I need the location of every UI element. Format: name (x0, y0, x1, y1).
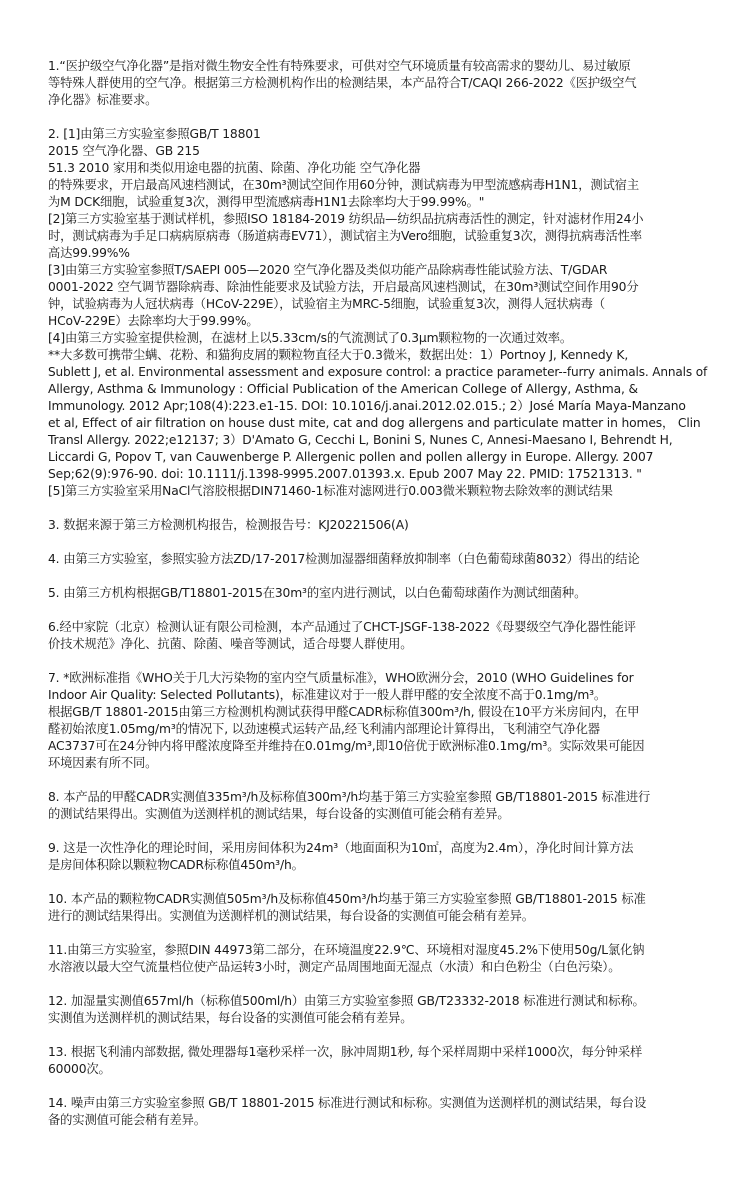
footnote-line: 6.经中家院（北京）检测认证有限公司检测，本产品通过了CHCT-JSGF-138-2022《母婴级空气净化器性能评 (48, 620, 636, 634)
footnote-line: 10. 本产品的颗粒物CADR实测值505m³/h及标称值450m³/h均基于第三方实验室参照 GB/T18801-2015 标准 (48, 892, 646, 906)
footnote-note-2 (48, 126, 708, 500)
footnote-line: 14. 噪声由第三方实验室参照 GB/T 18801-2015 标准进行测试和标称。实测值为送测样机的测试结果，每台设 (48, 1096, 647, 1110)
footnote-note-13 (48, 1044, 708, 1078)
footnote-line: Indoor Air Quality: Selected Pollutants)，标准建议对于一般人群甲醛的安全浓度不高于0.1mg/m³。 (48, 688, 607, 702)
footnote-line: 12. 加湿量实测值657ml/h（标称值500ml/h）由第三方实验室参照 GB/T23332-2018 标准进行测试和标称。 (48, 994, 645, 1008)
footnote-line: 进行的测试结果得出。实测值为送测样机的测试结果，每台设备的实测值可能会稍有差异。 (48, 909, 534, 923)
footnote-line: 钟，试验病毒为人冠状病毒（HCoV-229E），试验宿主为MRC-5细胞，试验重复3次，测得人冠状病毒（ (48, 297, 605, 311)
paragraph-gap (48, 976, 708, 993)
paragraph-gap (48, 772, 708, 789)
footnote-note-3 (48, 517, 708, 534)
footnote-line: 的测试结果得出。实测值为送测样机的测试结果，每台设备的实测值可能会稍有差异。 (48, 807, 510, 821)
footnote-line: 醛初始浓度1.05mg/m³的情况下, 以劲速模式运转产品,经飞利浦内部理论计算得出，飞利浦空气净化器 (48, 722, 600, 736)
footnote-line: 时，测试病毒为手足口病病原病毒（肠道病毒EV71），测试宿主为Vero细胞，试验重复3次，测得抗病毒活性率 (48, 229, 642, 243)
footnote-note-4 (48, 551, 708, 568)
footnote-line: Sep;62(9):976-90. doi: 10.1111/j.1398-9995.2007.01393.x. Epub 2007 May 22. PMID: 17521313. " (48, 467, 642, 481)
footnote-line: 13. 根据飞利浦内部数据, 微处理器每1毫秒采样一次，脉冲周期1秒, 每个采样周期中采样1000次，每分钟采样 (48, 1045, 643, 1059)
footnote-line: 净化器》标准要求。 (48, 93, 158, 107)
footnote-note-11 (48, 942, 708, 976)
footnote-line: 等特殊人群使用的空气净。根据第三方检测机构作出的检测结果，本产品符合T/CAQI 266-2022《医护级空气 (48, 76, 637, 90)
footnote-line: 9. 这是一次性净化的理论时间，采用房间体积为24m³（地面面积为10㎡，高度为2.4m），净化时间计算方法 (48, 841, 634, 855)
footnote-line: [4]由第三方实验室提供检测，在滤材上以5.33cm/s的气流测试了0.3μm颗粒物的一次通过效率。 (48, 331, 573, 345)
footnote-line: Liccardi G, Popov T, van Cauwenberge P. Allergenic pollen and pollen allergy in Europe. Allergy. 2007 (48, 450, 654, 464)
footnote-line: 备的实测值可能会稍有差异。 (48, 1113, 206, 1127)
footnote-note-1 (48, 58, 708, 109)
footnote-line: 2. [1]由第三方实验室参照GB/T 18801 (48, 127, 261, 141)
footnote-line: 0001-2022 空气调节器除病毒、除油性能要求及试验方法，开启最高风速档测试，在30m³测试空间作用90分 (48, 280, 639, 294)
footnote-line: 3. 数据来源于第三方检测机构报告，检测报告号：KJ20221506(A) (48, 518, 409, 532)
footnote-line: 根据GB/T 18801-2015由第三方检测机构测试获得甲醛CADR标称值300m³/h, 假设在10平方米房间内，在甲 (48, 705, 640, 719)
paragraph-gap (48, 1027, 708, 1044)
footnote-note-7 (48, 670, 708, 772)
footnote-line: **大多数可携带尘螨、花粉、和猫狗皮屑的颗粒物直径大于0.3微米，数据出处：1）Portnoy J, Kennedy K, (48, 348, 629, 362)
footnote-line: 价技术规范》净化、抗菌、除菌、噪音等测试，适合母婴人群使用。 (48, 637, 413, 651)
footnote-note-14 (48, 1095, 708, 1129)
footnote-line: et al, Effect of air filtration on house dust mite, cat and dog allergens and particulate matter in homes， Clin (48, 416, 701, 430)
footnote-note-5 (48, 585, 708, 602)
paragraph-gap (48, 653, 708, 670)
paragraph-gap (48, 874, 708, 891)
footnote-note-12 (48, 993, 708, 1027)
footnote-note-6 (48, 619, 708, 653)
footnote-line: 5. 由第三方机构根据GB/T18801-2015在30m³的室内进行测试，以白色葡萄球菌作为测试细菌种。 (48, 586, 587, 600)
footnotes-document (48, 58, 708, 1129)
paragraph-gap (48, 602, 708, 619)
footnote-note-10 (48, 891, 708, 925)
footnote-line: [5]第三方实验室采用NaCl气溶胶根据DIN71460-1标准对滤网进行0.003微米颗粒物去除效率的测试结果 (48, 484, 613, 498)
footnote-line: [2]第三方实验室基于测试样机，参照ISO 18184-2019 纺织品—纺织品抗病毒活性的测定，针对滤材作用24小 (48, 212, 644, 226)
paragraph-gap (48, 568, 708, 585)
footnote-line: 高达99.99%% (48, 246, 130, 260)
footnote-line: HCoV-229E）去除率均大于99.99%。 (48, 314, 259, 328)
footnote-line: Sublett J, et al. Environmental assessment and exposure control: a practice parameter--furry animals. Annals of (48, 365, 708, 379)
footnote-line: 60000次。 (48, 1062, 111, 1076)
paragraph-gap (48, 1078, 708, 1095)
footnote-line: 4. 由第三方实验室，参照实验方法ZD/17-2017检测加湿器细菌释放抑制率（白色葡萄球菌8032）得出的结论 (48, 552, 640, 566)
footnote-line: [3]由第三方实验室参照T/SAEPI 005—2020 空气净化器及类似功能产品除病毒性能试验方法、T/GDAR (48, 263, 608, 277)
footnote-line: 2015 空气净化器、GB 215 (48, 144, 200, 158)
paragraph-gap (48, 109, 708, 126)
footnote-line: 水溶液以最大空气流量档位使产品运转3小时，测定产品周围地面无湿点（水渍）和白色粉尘（白色污染）。 (48, 960, 621, 974)
footnote-line: 7. *欧洲标准指《WHO关于几大污染物的室内空气质量标准》，WHO欧洲分会，2010 (WHO Guidelines for (48, 671, 634, 685)
footnote-line: Transl Allergy. 2022;e12137; 3）D'Amato G, Cecchi L, Bonini S, Nunes C, Annesi-Maesano I, Behrendt H, (48, 433, 673, 447)
footnote-line: Allergy, Asthma & Immunology : Official Publication of the American College of Allergy, Asthma, & (48, 382, 638, 396)
footnote-line: 实测值为送测样机的测试结果，每台设备的实测值可能会稍有差异。 (48, 1011, 413, 1025)
footnote-note-8 (48, 789, 708, 823)
footnote-line: 1.“医护级空气净化器”是指对微生物安全性有特殊要求，可供对空气环境质量有较高需求的婴幼儿、易过敏原 (48, 59, 631, 73)
footnote-line: 8. 本产品的甲醛CADR实测值335m³/h及标称值300m³/h均基于第三方实验室参照 GB/T18801-2015 标准进行 (48, 790, 651, 804)
footnote-line: AC3737可在24分钟内将甲醛浓度降至并维持在0.01mg/m³,即10倍优于欧洲标准0.1mg/m³。实际效果可能因 (48, 739, 645, 753)
footnote-line: 是房间体积除以颗粒物CADR标称值450m³/h。 (48, 858, 304, 872)
footnote-note-9 (48, 840, 708, 874)
footnote-line: 51.3 2010 家用和类似用途电器的抗菌、除菌、净化功能 空气净化器 (48, 161, 421, 175)
footnote-line: 的特殊要求，开启最高风速档测试，在30m³测试空间作用60分钟，测试病毒为甲型流感病毒H1N1，测试宿主 (48, 178, 639, 192)
footnote-line: 环境因素有所不同。 (48, 756, 158, 770)
paragraph-gap (48, 534, 708, 551)
paragraph-gap (48, 500, 708, 517)
footnote-line: 为M DCK细胞，试验重复3次，测得甲型流感病毒H1N1去除率均大于99.99%。" (48, 195, 485, 209)
paragraph-gap (48, 823, 708, 840)
paragraph-gap (48, 925, 708, 942)
footnote-line: 11.由第三方实验室，参照DIN 44973第二部分，在环境温度22.9℃、环境相对湿度45.2%下使用50g/L氯化钠 (48, 943, 645, 957)
footnote-line: Immunology. 2012 Apr;108(4):223.e1-15. DOI: 10.1016/j.anai.2012.02.015.; 2）José María Maya‐Manzano (48, 399, 686, 413)
